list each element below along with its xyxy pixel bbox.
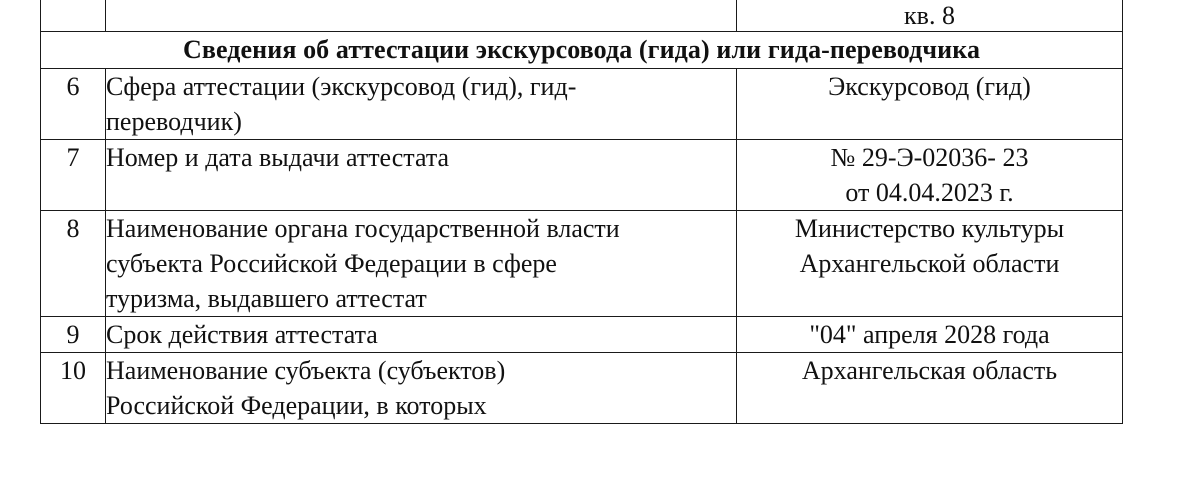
row-number: 9: [41, 317, 106, 353]
table-row: [41, 211, 1123, 317]
row-label-line: Наименование субъекта (субъектов): [106, 356, 506, 385]
row-number: 6: [41, 69, 106, 140]
row-label: [106, 211, 737, 317]
row-label: [106, 69, 737, 140]
row-value-line: № 29-Э-02036- 23: [830, 143, 1029, 172]
row-value-cell: [737, 0, 1123, 32]
row-value: [737, 69, 1123, 140]
row-number: 8: [41, 211, 106, 317]
row-label: [106, 317, 737, 353]
table-row-previous: [41, 0, 1123, 32]
row-label-line: переводчик): [106, 107, 242, 136]
row-value-line: Архангельской области: [799, 249, 1060, 278]
row-number: 10: [41, 353, 106, 424]
document-page: [40, 0, 1122, 424]
row-label-line: Срок действия аттестата: [106, 320, 378, 349]
address-tail: кв. 8: [904, 1, 955, 30]
row-value: [737, 353, 1123, 424]
section-heading: Сведения об аттестации экскурсовода (гида) или гида-переводчика: [41, 32, 1123, 69]
row-label: [106, 353, 737, 424]
table-row: [41, 140, 1123, 211]
table-row: [41, 317, 1123, 353]
row-value: [737, 317, 1123, 353]
row-label-line: субъекта Российской Федерации в сфере: [106, 249, 557, 278]
row-label-cell: [106, 0, 737, 32]
row-value-line: Министерство культуры: [794, 214, 1065, 243]
attestation-table: [40, 0, 1123, 424]
row-value-line: Экскурсовод (гид): [828, 72, 1031, 101]
section-heading-row: [41, 32, 1123, 69]
row-value: [737, 211, 1123, 317]
row-value-line: от 04.04.2023 г.: [845, 178, 1014, 207]
row-value: [737, 140, 1123, 211]
row-label-line: Наименование органа государственной власти: [106, 214, 620, 243]
table-row: [41, 69, 1123, 140]
row-label-line: туризма, выдавшего аттестат: [106, 284, 427, 313]
row-value-line: Архангельская область: [801, 356, 1058, 385]
row-label-line: Номер и дата выдачи аттестата: [106, 143, 450, 172]
row-value-line: "04" апреля 2028 года: [809, 320, 1050, 349]
row-label-line: Российской Федерации, в которых: [106, 391, 487, 420]
row-label: [106, 140, 737, 211]
table-row: [41, 353, 1123, 424]
row-label-line: Сфера аттестации (экскурсовод (гид), гид-: [106, 72, 577, 101]
row-number: 7: [41, 140, 106, 211]
row-number-cell: [41, 0, 106, 32]
